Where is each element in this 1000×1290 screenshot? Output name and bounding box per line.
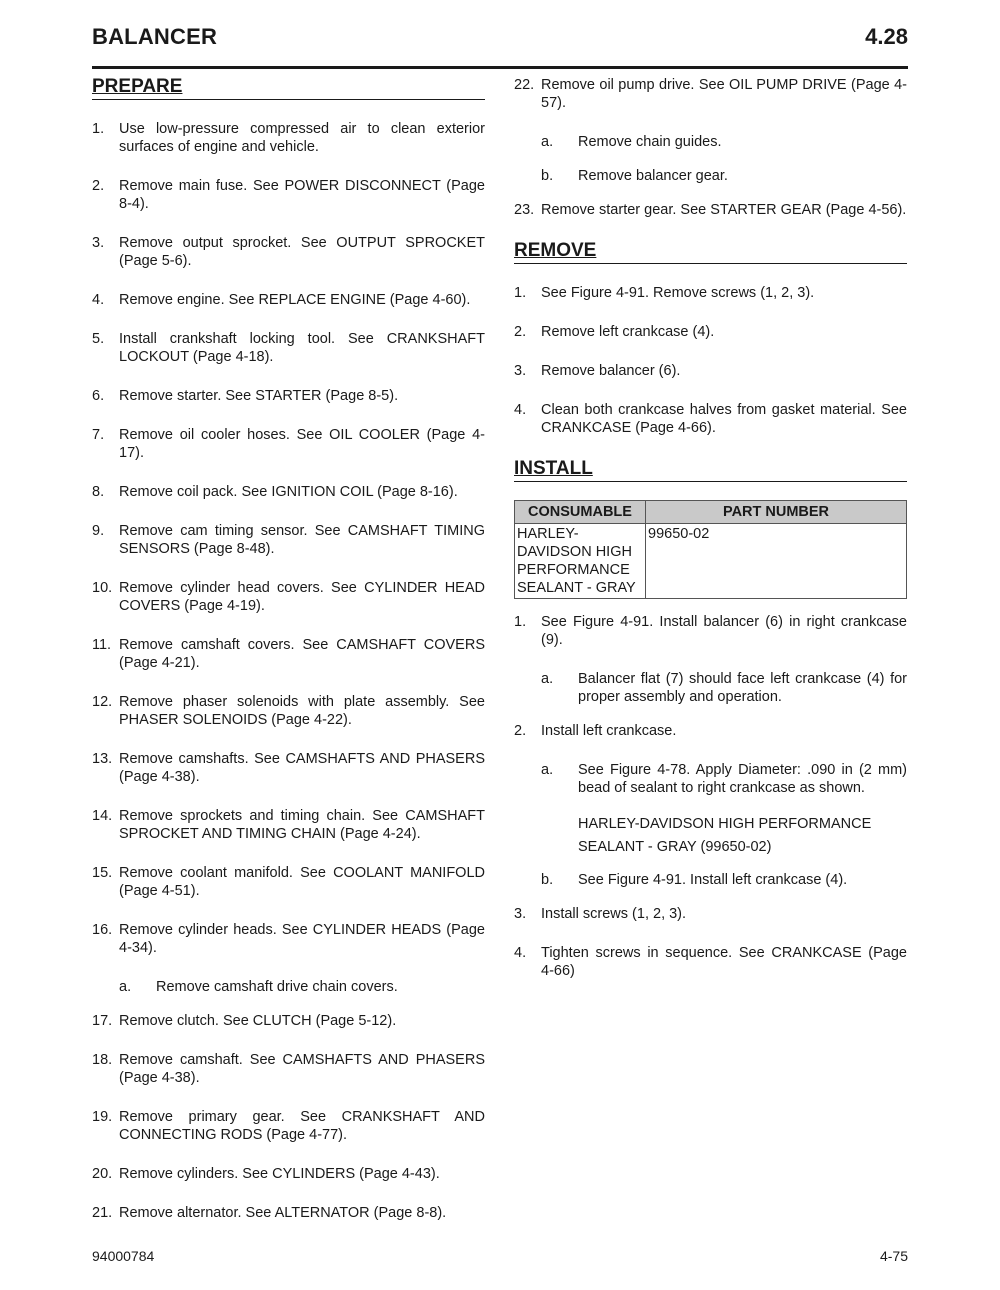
table-header-row xyxy=(515,501,907,524)
step-text: Remove alternator. See ALTERNATOR (Page 8-8). xyxy=(119,1205,447,1221)
consumable-table xyxy=(514,500,907,599)
step-text: Tighten screws in sequence. See CRANKCASE (Page 4-66) xyxy=(541,945,907,979)
step-text: Remove output sprocket. See OUTPUT SPROCKET (Page 5-6). xyxy=(119,235,485,269)
prepare-step xyxy=(514,76,907,112)
step-number: 21. xyxy=(92,1205,113,1221)
table-cell-part-number: 99650-02 xyxy=(646,524,907,599)
step-number: 4. xyxy=(92,292,105,308)
prepare-step xyxy=(92,522,485,558)
substep-text: See Figure 4-91. Install left crankcase (4). xyxy=(578,872,848,888)
prepare-step xyxy=(92,1012,485,1030)
step-number: 23. xyxy=(514,202,535,218)
prepare-step xyxy=(92,1165,485,1183)
substep-text: Balancer flat (7) should face left crankcase (4) for proper assembly and operation. xyxy=(578,671,907,705)
step-text: Remove clutch. See CLUTCH (Page 5-12). xyxy=(119,1013,397,1029)
step-text: Remove coil pack. See IGNITION COIL (Page 8-16). xyxy=(119,484,458,500)
prepare-step xyxy=(92,864,485,900)
prepare-step xyxy=(92,291,485,309)
step-text: Remove oil pump drive. See OIL PUMP DRIVE (Page 4-57). xyxy=(541,77,907,111)
document-number: 94000784 xyxy=(92,1248,155,1264)
step-text: Remove cylinder head covers. See CYLINDER HEAD COVERS (Page 4-19). xyxy=(119,580,485,614)
step-number: 5. xyxy=(92,331,105,347)
prepare-step xyxy=(92,1051,485,1087)
step-number: 2. xyxy=(514,324,527,340)
page-header xyxy=(92,26,908,69)
substep-letter: b. xyxy=(541,872,554,888)
table-cell-consumable: HARLEY-DAVIDSON HIGH PERFORMANCE SEALANT - GRAY xyxy=(515,524,646,599)
prepare-step xyxy=(92,387,485,405)
step-number: 1. xyxy=(92,121,105,137)
prepare-step xyxy=(92,483,485,501)
install-heading: INSTALL xyxy=(514,458,907,482)
step-number: 4. xyxy=(514,945,527,961)
step-number: 1. xyxy=(514,285,527,301)
prepare-step xyxy=(92,177,485,213)
prepare-substep xyxy=(514,133,907,151)
step-text: Remove left crankcase (4). xyxy=(541,324,715,340)
step-number: 7. xyxy=(92,427,105,443)
prepare-step xyxy=(92,1204,485,1222)
step-number: 10. xyxy=(92,580,113,596)
prepare-substep xyxy=(514,167,907,185)
step-number: 22. xyxy=(514,77,535,93)
prepare-substep xyxy=(92,978,485,996)
step-text: Remove camshafts. See CAMSHAFTS AND PHASERS (Page 4-38). xyxy=(119,751,485,785)
step-text: Install crankshaft locking tool. See CRANKSHAFT LOCKOUT (Page 4-18). xyxy=(119,331,485,365)
substep-letter: b. xyxy=(541,168,554,184)
substep-letter: a. xyxy=(541,134,554,150)
step-text: See Figure 4-91. Remove screws (1, 2, 3). xyxy=(541,285,815,301)
prepare-step xyxy=(514,201,907,219)
remove-step xyxy=(514,362,907,380)
right-column xyxy=(514,76,907,1001)
step-number: 17. xyxy=(92,1013,113,1029)
step-number: 2. xyxy=(92,178,105,194)
table-header-consumable: CONSUMABLE xyxy=(515,501,646,524)
remove-step xyxy=(514,323,907,341)
step-number: 4. xyxy=(514,402,527,418)
page-title: BALANCER xyxy=(92,24,218,49)
prepare-step xyxy=(92,693,485,729)
prepare-step xyxy=(92,330,485,366)
install-step xyxy=(514,905,907,923)
page-number: 4-75 xyxy=(879,1248,908,1264)
remove-heading: REMOVE xyxy=(514,240,907,264)
step-number: 15. xyxy=(92,865,113,881)
step-number: 19. xyxy=(92,1109,113,1125)
step-text: Remove starter gear. See STARTER GEAR (Page 4-56). xyxy=(541,202,907,218)
prepare-heading: PREPARE xyxy=(92,76,485,100)
substep-text: Remove balancer gear. xyxy=(578,168,728,184)
step-number: 20. xyxy=(92,1166,113,1182)
prepare-step xyxy=(92,807,485,843)
install-substep xyxy=(514,871,907,889)
table-row xyxy=(515,524,907,599)
step-number: 11. xyxy=(92,637,112,653)
substep-text: Remove chain guides. xyxy=(578,134,722,150)
step-text: Remove cylinders. See CYLINDERS (Page 4-43). xyxy=(119,1166,440,1182)
section-number: 4.28 xyxy=(865,24,908,49)
install-substep xyxy=(514,670,907,706)
step-text: Remove camshaft. See CAMSHAFTS AND PHASERS (Page 4-38). xyxy=(119,1052,485,1086)
step-number: 1. xyxy=(514,614,527,630)
step-text: Remove coolant manifold. See COOLANT MANIFOLD (Page 4-51). xyxy=(119,865,485,899)
prepare-step xyxy=(92,120,485,156)
substep-letter: a. xyxy=(541,671,554,687)
prepare-step xyxy=(92,750,485,786)
substep-text: Remove camshaft drive chain covers. xyxy=(156,979,398,995)
remove-step xyxy=(514,284,907,302)
step-number: 9. xyxy=(92,523,105,539)
substep-letter: a. xyxy=(119,979,132,995)
remove-step xyxy=(514,401,907,437)
substep-text: See Figure 4-78. Apply Diameter: .090 in (2 mm) bead of sealant to right crankcase as shown. xyxy=(578,762,907,796)
step-number: 13. xyxy=(92,751,113,767)
step-number: 3. xyxy=(514,363,527,379)
step-text: Remove balancer (6). xyxy=(541,363,681,379)
step-text: Remove sprockets and timing chain. See CAMSHAFT SPROCKET AND TIMING CHAIN (Page 4-24). xyxy=(119,808,485,842)
step-text: Remove cam timing sensor. See CAMSHAFT TIMING SENSORS (Page 8-48). xyxy=(119,523,485,557)
step-text: Install screws (1, 2, 3). xyxy=(541,906,687,922)
step-text: Install left crankcase. xyxy=(541,723,677,739)
step-number: 18. xyxy=(92,1052,113,1068)
install-step xyxy=(514,722,907,740)
step-text: See Figure 4-91. Install balancer (6) in right crankcase (9). xyxy=(541,614,907,648)
step-text: Remove engine. See REPLACE ENGINE (Page 4-60). xyxy=(119,292,471,308)
step-text: Clean both crankcase halves from gasket material. See CRANKCASE (Page 4-66). xyxy=(541,402,907,436)
step-text: Remove phaser solenoids with plate assembly. See PHASER SOLENOIDS (Page 4-22). xyxy=(119,694,485,728)
prepare-step xyxy=(92,636,485,672)
step-number: 16. xyxy=(92,922,113,938)
step-text: Remove cylinder heads. See CYLINDER HEADS (Page 4-34). xyxy=(119,922,485,956)
step-text: Use low-pressure compressed air to clean exterior surfaces of engine and vehicle. xyxy=(119,121,485,155)
step-text: Remove primary gear. See CRANKSHAFT AND CONNECTING RODS (Page 4-77). xyxy=(119,1109,485,1143)
prepare-step xyxy=(92,921,485,957)
step-number: 14. xyxy=(92,808,113,824)
install-step xyxy=(514,613,907,649)
step-text: Remove camshaft covers. See CAMSHAFT COVERS (Page 4-21). xyxy=(119,637,485,671)
install-substep xyxy=(514,761,907,797)
step-text: Remove oil cooler hoses. See OIL COOLER (Page 4-17). xyxy=(119,427,485,461)
prepare-step xyxy=(92,579,485,615)
step-number: 2. xyxy=(514,723,527,739)
step-number: 6. xyxy=(92,388,105,404)
prepare-step xyxy=(92,1108,485,1144)
install-step xyxy=(514,944,907,980)
step-number: 3. xyxy=(514,906,527,922)
prepare-step xyxy=(92,426,485,462)
table-header-part-number: PART NUMBER xyxy=(646,501,907,524)
step-text: Remove main fuse. See POWER DISCONNECT (Page 8-4). xyxy=(119,178,485,212)
left-column xyxy=(92,76,485,1243)
step-number: 8. xyxy=(92,484,105,500)
substep-letter: a. xyxy=(541,762,554,778)
prepare-step xyxy=(92,234,485,270)
step-number: 12. xyxy=(92,694,113,710)
sealant-note: HARLEY-DAVIDSON HIGH PERFORMANCE SEALANT - GRAY (99650-02) xyxy=(578,816,872,855)
step-text: Remove starter. See STARTER (Page 8-5). xyxy=(119,388,399,404)
step-number: 3. xyxy=(92,235,105,251)
